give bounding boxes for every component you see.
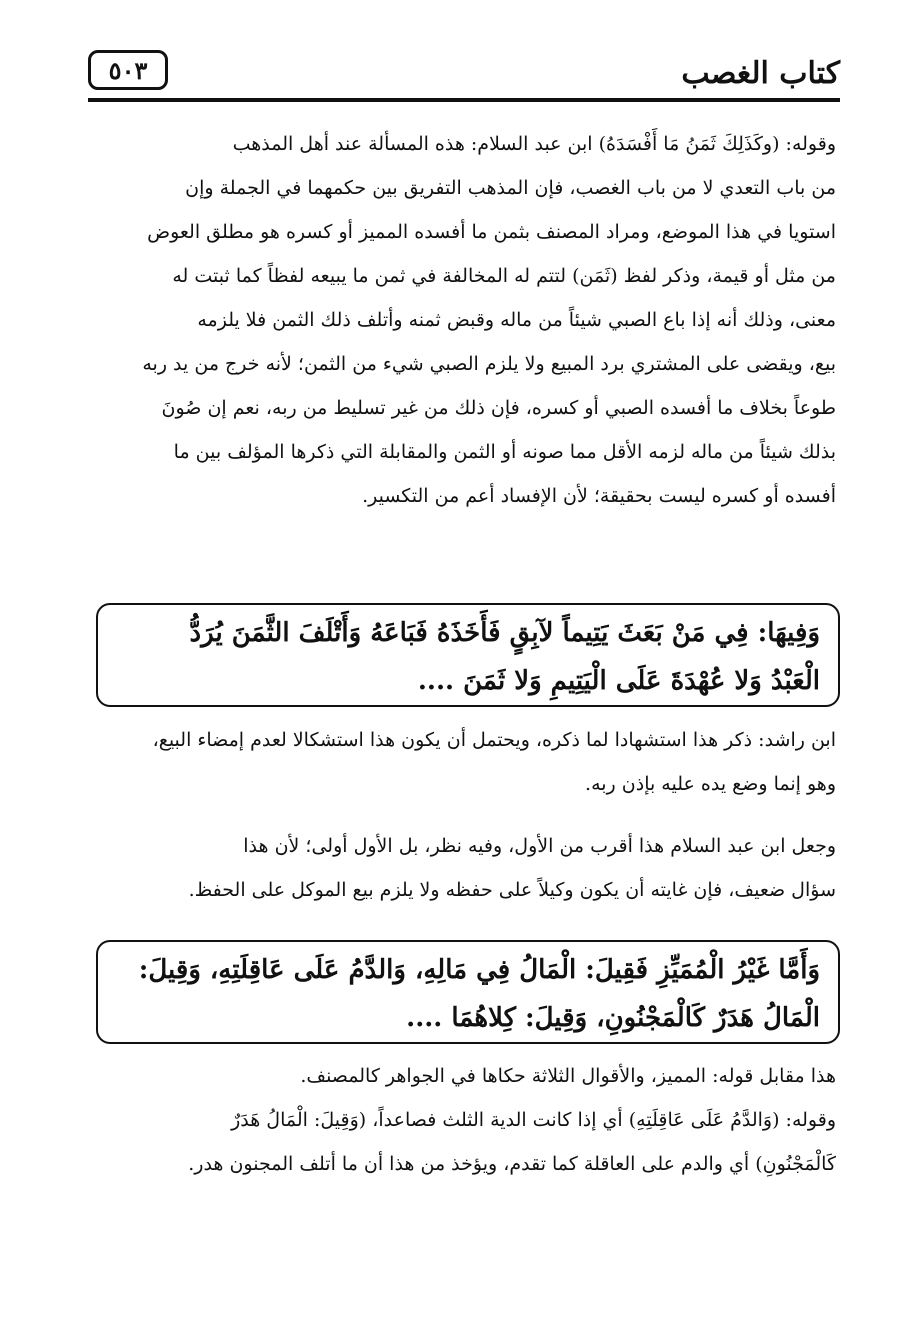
text-line: طوعاً بخلاف ما أفسده الصبي أو كسره، فإن ذلك من غير تسليط من ربه، نعم إن صُونَ [161, 397, 836, 419]
text-line: وقوله: (وكَذَلِكَ ثَمَنُ مَا أَفْسَدَهُ) ابن عبد السلام: هذه المسألة عند أهل المذهب [232, 133, 836, 155]
quote-line: الْعَبْدُ وَلا عُهْدَةَ عَلَى الْيَتِيمِ وَلا ثَمَنَ .... [417, 666, 820, 696]
quote-line: الْمَالُ هَدَرٌ كَالْمَجْنُونِ، وَقِيلَ: كِلاهُمَا .... [406, 1003, 820, 1033]
text-line: هذا مقابل قوله: المميز، والأقوال الثلاثة حكاها في الجواهر كالمصنف. [300, 1065, 836, 1087]
text-line: استويا في هذا الموضع، ومراد المصنف بثمن ما أفسده المميز أو كسره هو مطلق العوض [147, 221, 836, 243]
commentary-paragraph-2 [92, 718, 836, 806]
header-rule [88, 98, 840, 102]
text-line: وهو إنما وضع يده عليه بإذن ربه. [585, 773, 836, 795]
page-number: ٥٠٣ [88, 50, 168, 90]
commentary-paragraph-3 [92, 824, 836, 912]
commentary-paragraph-1 [92, 122, 836, 518]
text-line: كَالْمَجْنُونِ) أي والدم على العاقلة كما تقدم، ويؤخذ من هذا أن ما أتلف المجنون هدر. [188, 1153, 836, 1175]
text-line: سؤال ضعيف، فإن غايته أن يكون وكيلاً على حفظه ولا يلزم بيع الموكل على الحفظ. [188, 879, 836, 901]
text-line: وقوله: (وَالدَّمُ عَلَى عَاقِلَتِهِ) أي إذا كانت الدية الثلث فصاعداً، (وَقِيلَ: الْمَالُ هَدَرٌ [231, 1109, 836, 1131]
quote-line: وَأَمَّا غَيْرُ الْمُمَيِّزِ فَقِيلَ: الْمَالُ فِي مَالِهِ، وَالدَّمُ عَلَى عَاقِلَتِهِ، وَقِيلَ: [138, 955, 820, 985]
page-header [88, 48, 840, 106]
commentary-paragraph-4 [92, 1054, 836, 1186]
matn-quote-box-2 [96, 940, 840, 1044]
text-line: وجعل ابن عبد السلام هذا أقرب من الأول، وفيه نظر، بل الأول أولى؛ لأن هذا [243, 835, 836, 857]
text-line: من باب التعدي لا من باب الغصب، فإن المذهب التفريق بين حكمهما في الجملة وإن [185, 177, 836, 199]
quote-line: وَفِيهَا: فِي مَنْ بَعَثَ يَتِيماً لآبِقٍ فَأَخَذَهُ فَبَاعَهُ وَأَتْلَفَ الثَّمَنَ يُرَدُّ [189, 618, 820, 648]
text-line: ابن راشد: ذكر هذا استشهادا لما ذكره، ويحتمل أن يكون هذا استشكالا لعدم إمضاء البيع، [152, 729, 836, 751]
text-line: معنى، وذلك أنه إذا باع الصبي شيئاً من ماله وقبض ثمنه وأتلف ذلك الثمن فلا يلزمه [197, 309, 836, 331]
text-line: بذلك شيئاً من ماله لزمه الأقل مما صونه أو الثمن والمقابلة التي ذكرها المؤلف بين ما [173, 441, 836, 463]
chapter-title: كتاب الغصب [681, 56, 840, 91]
text-line: بيع، ويقضى على المشتري برد المبيع ولا يلزم الصبي شيء من الثمن؛ لأنه خرج من يد ربه [142, 353, 836, 375]
text-line: أفسده أو كسره ليست بحقيقة؛ لأن الإفساد أعم من التكسير. [362, 485, 836, 507]
matn-quote-box-1 [96, 603, 840, 707]
text-line: من مثل أو قيمة، وذكر لفظ (ثَمَن) لتتم له المخالفة في ثمن ما يبيعه لفظاً كما ثبتت له [172, 265, 836, 287]
